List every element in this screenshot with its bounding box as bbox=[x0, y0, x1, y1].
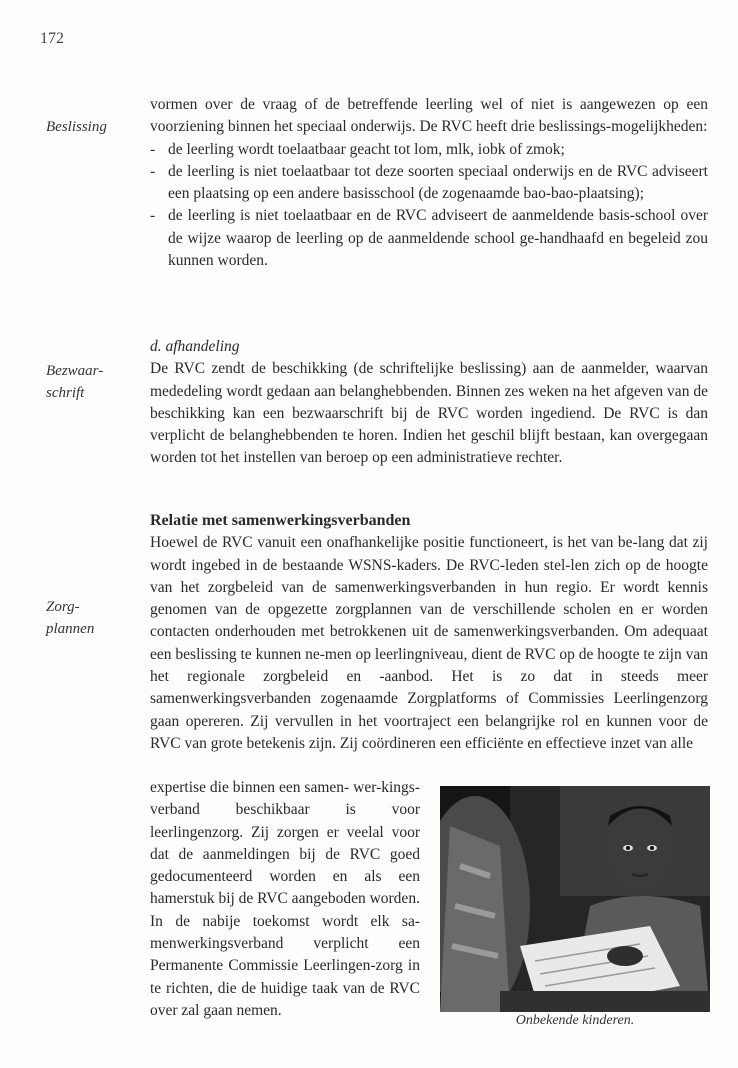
page-number: 172 bbox=[40, 30, 64, 47]
margin-note-bezwaarschrift bbox=[46, 360, 146, 404]
beslissing-option-2: - de leerling is niet toelaatbaar tot deze soorten speciaal onderwijs en de RVC adviseert een plaatsing op een andere basisschool (de zogenaamde bao-bao-plaatsing); bbox=[150, 161, 708, 206]
margin-note-bezwaarschrift-line1: Bezwaar- bbox=[46, 363, 104, 379]
samenwerkingsverbanden-text: Hoewel de RVC vanuit een onafhankelijke positie functioneert, is het van be-lang dat zij wordt ingebed in de bestaande WSNS-kaders. De RVC-leden stel-len zich op de hoogte van het zorgbeleid van de samenwerkingsverbanden in hun regio. Er wordt kennis genomen van de opgezette zorgplannen van de verschillende scholen en er worden contacten onderhouden met betrokkenen uit de samenwerkingsverbanden. Om adequaat een beslissing te kunnen ne-men op leerlingniveau, dient de RVC op de hoogte te zijn van het regionale zorgbeleid en -aanbod. Het is zo dat in steeds meer samenwerkingsverbanden zogenaamde Zorgplatforms of Commissies Leerlingenzorg gaan opereren. Zij vervullen in het voortraject een belangrijke rol en kunnen voor de RVC van grote betekenis zijn. Zij coördineren een efficiënte en effectieve inzet van alle bbox=[150, 534, 708, 752]
margin-note-zorgplannen-line2: plannen bbox=[46, 621, 95, 637]
section-samenwerkingsverbanden bbox=[150, 510, 708, 755]
section-beslissing bbox=[150, 94, 708, 272]
samenwerkingsverbanden-heading: Relatie met samenwerkingsverbanden bbox=[150, 512, 411, 529]
margin-note-bezwaarschrift-line2: schrift bbox=[46, 385, 85, 401]
afhandeling-heading: d. afhandeling bbox=[150, 338, 240, 355]
margin-note-beslissing-text: Beslissing bbox=[46, 119, 107, 135]
wrap-text-paragraph-2: In de nabije toekomst wordt elk sa-menwerkingsverband verplicht een Permanente Commissie Leerlingen-zorg in te richten, die de huidige taak van de RVC over zal gaan nemen. bbox=[150, 912, 420, 1019]
wrap-text-column bbox=[150, 777, 420, 1022]
photo-illustration bbox=[440, 786, 710, 1012]
margin-note-beslissing bbox=[46, 116, 146, 138]
section-afhandeling bbox=[150, 336, 708, 470]
afhandeling-text: De RVC zendt de beschikking (de schriftelijke beslissing) aan de aanmelder, waarvan mededeling wordt gedaan aan belanghebbenden. Binnen zes weken na het afgeven van de beschikking kan een bezwaarschrift bij de RVC worden ingediend. De RVC is dan verplicht de belanghebbenden te horen. Indien het geschil blijft bestaan, kan overgegaan worden tot het instellen van beroep op een administratieve rechter. bbox=[150, 360, 708, 467]
margin-note-zorgplannen-line1: Zorg- bbox=[46, 599, 80, 615]
beslissing-option-3: - de leerling is niet toelaatbaar en de RVC adviseert de aanmeldende basis-school over de wijze waarop de leerling op de aanmeldende school ge-handhaafd en begeleid zou kunnen worden. bbox=[150, 205, 708, 272]
margin-note-zorgplannen bbox=[46, 596, 146, 640]
wrap-text-paragraph-1: expertise die binnen een samen- wer-kings- verband beschikbaar is voor leerlingenzorg. Zij zorgen er veelal voor dat de aanmeldingen bij de RVC goed gedocumenteerd worden en als een hamerstuk bij de RVC aangeboden worden. bbox=[150, 779, 420, 908]
beslissing-intro: vormen over de vraag of de betreffende leerling wel of niet is aangewezen op een voorziening binnen het speciaal onderwijs. De RVC heeft drie beslissings-mogelijkheden: bbox=[150, 96, 708, 136]
beslissing-option-1: - de leerling wordt toelaatbaar geacht tot lom, mlk, iobk of zmok; bbox=[150, 139, 708, 161]
photo-children bbox=[440, 786, 710, 1012]
photo-caption: Onbekende kinderen. bbox=[515, 1013, 635, 1028]
beslissing-options-list bbox=[150, 139, 708, 273]
